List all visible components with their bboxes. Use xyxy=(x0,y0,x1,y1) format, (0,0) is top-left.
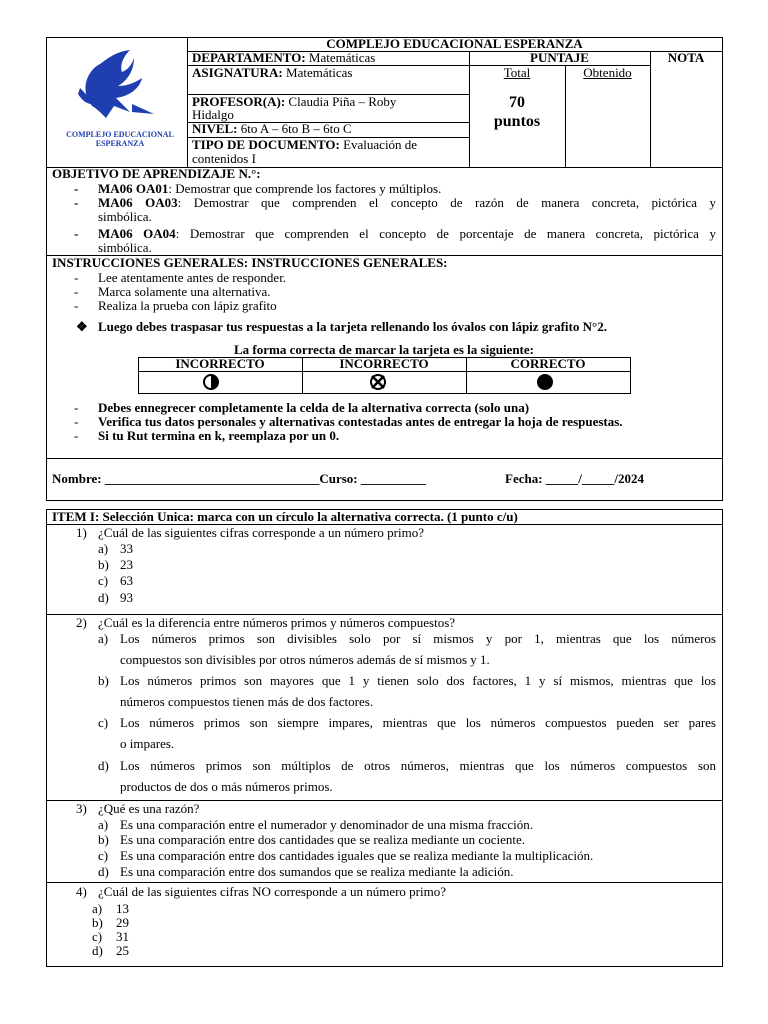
option-label[interactable]: b) xyxy=(98,557,109,572)
instructions-title: INSTRUCCIONES GENERALES: INSTRUCCIONES GENERALES: xyxy=(52,255,448,270)
option-text[interactable]: Es una comparación entre dos cantidades que se realiza mediante un cociente. xyxy=(120,832,525,847)
option-label[interactable]: c) xyxy=(98,573,109,588)
departamento-field xyxy=(192,51,375,65)
objective-code: MA06 OA03 xyxy=(98,195,178,210)
option-label[interactable]: b) xyxy=(98,832,109,847)
cross-mark-icon xyxy=(369,373,387,391)
curso-input[interactable]: __________ xyxy=(360,471,426,486)
school-logo xyxy=(66,48,174,148)
nota-label: NOTA xyxy=(667,50,705,65)
option-text[interactable]: Los números primos son divisibles solo por sí mismos y por 1, mientras que los números xyxy=(120,631,716,646)
logo-caption-line1: COMPLEJO EDUCACIONAL xyxy=(66,130,174,139)
obtenido-label: Obtenido xyxy=(583,65,632,80)
option-label[interactable]: d) xyxy=(92,943,103,958)
student-data-line xyxy=(52,472,426,486)
dove-icon xyxy=(70,48,170,134)
asignatura-field xyxy=(192,66,352,80)
marking-incorrect-2: INCORRECTO xyxy=(339,356,429,371)
instruction-item: Marca solamente una alternativa. xyxy=(98,284,271,299)
nivel-value: 6to A – 6to B – 6to C xyxy=(240,121,352,136)
logo-caption-line2: ESPERANZA xyxy=(95,139,145,148)
transfer-note: Luego debes traspasar tus respuestas a la tarjeta rellenando los óvalos con lápiz grafito N°2. xyxy=(98,319,607,334)
question-text: ¿Cuál de las siguientes cifras NO corresponde a un número primo? xyxy=(98,884,447,899)
option-text[interactable]: 93 xyxy=(120,590,133,605)
option-text-cont[interactable]: compuestos son divisibles por otros números además de sí mismos y 1. xyxy=(120,652,490,667)
puntaje-label: PUNTAJE xyxy=(530,50,589,65)
departamento-value: Matemáticas xyxy=(308,50,376,65)
tipo-documento-label: TIPO DE DOCUMENTO: xyxy=(192,137,340,152)
option-label[interactable]: c) xyxy=(98,848,109,863)
question-text: ¿Cuál de las siguientes cifras corresponde a un número primo? xyxy=(98,525,424,540)
objective-text-cont: simbólica. xyxy=(98,209,152,224)
tipo-documento-field xyxy=(192,138,417,152)
option-text[interactable]: Los números primos son siempre impares, mientras que los números compuestos pueden ser pares xyxy=(120,715,716,730)
nivel-label: NIVEL: xyxy=(192,121,238,136)
option-label[interactable]: c) xyxy=(92,929,103,944)
profesor-value: Claudia Piña – Roby xyxy=(288,94,397,109)
question-text: ¿Cuál es la diferencia entre números primos y números compuestos? xyxy=(98,615,456,630)
item1-title: ITEM I: Selección Unica: marca con un círculo la alternativa correcta. (1 punto c/u) xyxy=(52,509,518,524)
option-label[interactable]: a) xyxy=(98,631,109,646)
option-text[interactable]: 29 xyxy=(116,915,129,930)
profesor-value-cont: Hidalgo xyxy=(192,107,234,122)
objectives-title: OBJETIVO DE APRENDIZAJE N.°: xyxy=(52,166,261,181)
option-text[interactable]: 23 xyxy=(120,557,133,572)
tipo-documento-value-cont: contenidos I xyxy=(192,151,256,166)
instruction-bold-item: Si tu Rut termina en k, reemplaza por un 0. xyxy=(98,428,340,443)
option-label[interactable]: b) xyxy=(98,673,109,688)
question-number: 2) xyxy=(76,615,87,630)
option-text[interactable]: 33 xyxy=(120,541,133,556)
option-text[interactable]: 13 xyxy=(116,901,129,916)
profesor-label: PROFESOR(A): xyxy=(192,94,286,109)
nivel-field xyxy=(192,122,352,136)
nombre-label: Nombre: xyxy=(52,471,102,486)
filled-mark-icon xyxy=(536,373,554,391)
objective-text: : Demostrar que comprende los factores y múltiplos. xyxy=(168,181,442,196)
objective-code: MA06 OA04 xyxy=(98,226,176,241)
fecha-label: Fecha: xyxy=(505,471,543,486)
option-text-cont[interactable]: productos de dos o más números primos. xyxy=(120,779,333,794)
marking-incorrect-1: INCORRECTO xyxy=(175,356,265,371)
tipo-documento-value: Evaluación de xyxy=(343,137,418,152)
option-text-cont[interactable]: números compuestos tienen más de dos factores. xyxy=(120,694,374,709)
option-text[interactable]: Es una comparación entre dos sumandos que se realiza mediante la adición. xyxy=(120,864,514,879)
points-word: puntos xyxy=(493,113,541,130)
departamento-label: DEPARTAMENTO: xyxy=(192,50,306,65)
option-label[interactable]: d) xyxy=(98,864,109,879)
marking-correct: CORRECTO xyxy=(510,356,586,371)
option-text[interactable]: 31 xyxy=(116,929,129,944)
curso-label: Curso: xyxy=(319,471,358,486)
option-text-cont[interactable]: o impares. xyxy=(120,736,175,751)
option-text[interactable]: Los números primos son mayores que 1 y tienen solo dos factores, 1 y sí mismos, mientras que los xyxy=(120,673,716,688)
option-label[interactable]: a) xyxy=(98,817,109,832)
question-number: 1) xyxy=(76,525,87,540)
objective-code: MA06 OA01 xyxy=(98,181,169,196)
fecha-input[interactable]: _____/_____/2024 xyxy=(545,471,645,486)
instruction-item: Realiza la prueba con lápiz grafito xyxy=(98,298,277,313)
asignatura-value: Matemáticas xyxy=(286,65,353,80)
question-number: 4) xyxy=(76,884,87,899)
total-label: Total xyxy=(503,65,531,80)
option-label[interactable]: d) xyxy=(98,758,109,773)
marking-title: La forma correcta de marcar la tarjeta es la siguiente: xyxy=(234,342,534,357)
instruction-item: Lee atentamente antes de responder. xyxy=(98,270,287,285)
total-points: 70 xyxy=(509,94,525,111)
partial-mark-icon xyxy=(202,373,220,391)
option-text[interactable]: Es una comparación entre el numerador y denominador de una misma fracción. xyxy=(120,817,533,832)
instruction-bold-item: Debes ennegrecer completamente la celda de la alternativa correcta (solo una) xyxy=(98,400,530,415)
question-text: ¿Qué es una razón? xyxy=(98,801,200,816)
option-label[interactable]: a) xyxy=(92,901,103,916)
option-label[interactable]: b) xyxy=(92,915,103,930)
objective-text-cont: simbólica. xyxy=(98,240,152,255)
option-text[interactable]: 25 xyxy=(116,943,129,958)
option-text[interactable]: Los números primos son múltiplos de otros números, mientras que los números compuestos son xyxy=(120,758,716,773)
diamond-bullet-icon: ❖ xyxy=(76,319,88,334)
objective-text: : Demostrar que comprenden el concepto de razón de manera concreta, pictórica y xyxy=(177,195,716,210)
instruction-bold-item: Verifica tus datos personales y alternativas contestadas antes de entregar la hoja de respuestas. xyxy=(98,414,623,429)
option-text[interactable]: 63 xyxy=(120,573,133,588)
nombre-input[interactable]: _________________________________ xyxy=(104,471,320,486)
question-number: 3) xyxy=(76,801,87,816)
option-label[interactable]: d) xyxy=(98,590,109,605)
option-label[interactable]: a) xyxy=(98,541,109,556)
asignatura-label: ASIGNATURA: xyxy=(192,65,283,80)
objective-text: : Demostrar que comprenden el concepto de porcentaje de manera concreta, pictórica y xyxy=(175,226,716,241)
option-text[interactable]: Es una comparación entre dos cantidades iguales que se realiza mediante la multiplicación. xyxy=(120,848,594,863)
school-name: COMPLEJO EDUCACIONAL ESPERANZA xyxy=(326,36,583,51)
option-label[interactable]: c) xyxy=(98,715,109,730)
fecha-field xyxy=(505,472,644,486)
